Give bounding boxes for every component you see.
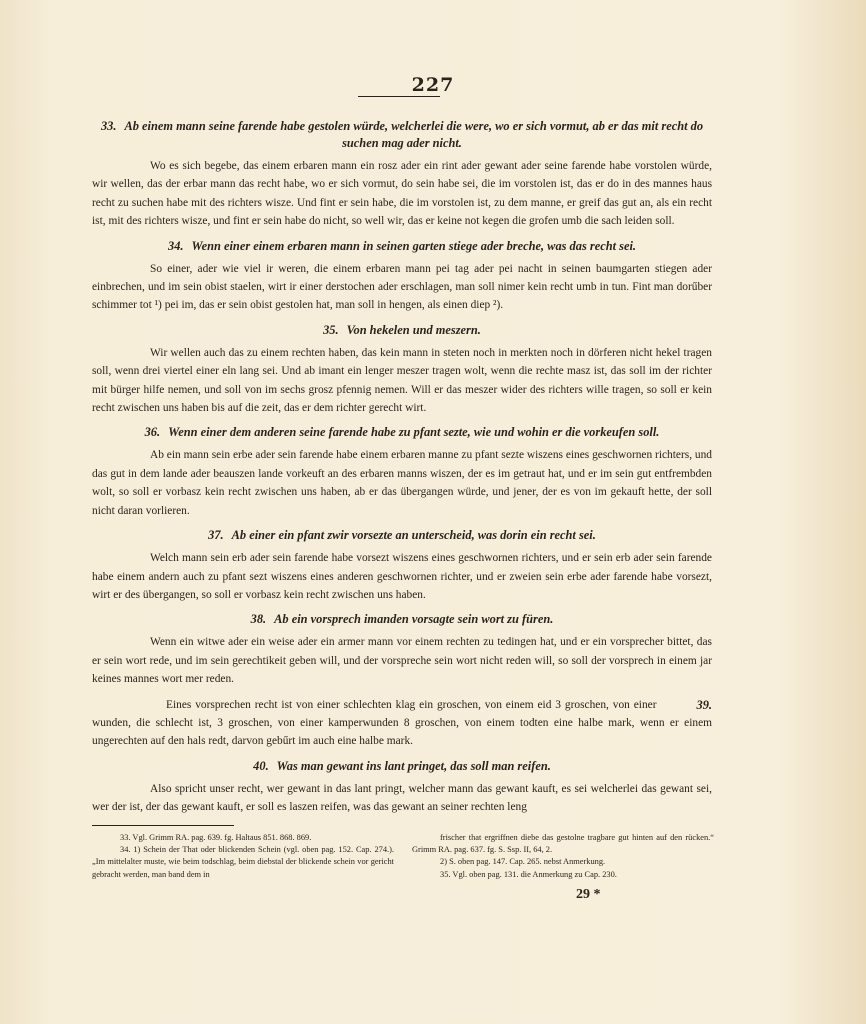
section-heading xyxy=(92,238,712,255)
footnote: 35. Vgl. oben pag. 131. die Anmerkung zu Cap. 230. xyxy=(440,869,617,879)
footnote: 34. 1) Schein der That oder blickenden Schein (vgl. oben pag. 152. Cap. 274.). „Im mittelalter muste, wie beim todschlag, beim diebstal der blickende schein vor gericht gebracht werden, man band dem in xyxy=(92,845,394,879)
section-title: Ab ein vorsprech imanden vorsagte sein wort zu füren. xyxy=(274,612,554,627)
section-title: Wenn einer einem erbaren mann in seinen garten stiege ader breche, was das recht sei. xyxy=(191,238,636,253)
section-number: 33. xyxy=(100,119,117,133)
printer-signature: 29 * xyxy=(576,887,601,902)
section-body: Ab ein mann sein erbe ader sein farende habe einem erbaren manne zu pfant sezte wiszens eines geschwornen richters, und das gut in dem lande ader beauszen lande vorkeuft an des erbaren manns wiszen, der es im getraut hat, und er im sein gut entfrembden wolt, so soll er vorbasz kein recht zwischen uns haben, ab er das übergangen würde, und jener, der es von im gekauft hette, der soll nicht daran vorlieren. xyxy=(92,449,712,517)
section-36 xyxy=(92,424,712,520)
section-title: Ab einem mann seine farende habe gestolen würde, welcherlei die were, wo er sich vormut, ab er das mit recht do suchen mag ader nicht. xyxy=(124,119,704,150)
section-body: Eines vorsprechen recht ist von einer schlechten klag ein groschen, von einem eid 3 groschen, von einer wunden, die schlecht ist, 3 groschen, von einer kamperwunden 8 groschen, von einem todten eine halbe mark, wenn er einem ungerechten auf den hals redt, darvon gebűrt im auch eine halbe mark. xyxy=(92,698,712,748)
section-number: 35. xyxy=(323,322,339,337)
section-title: Ab einer ein pfant zwir vorsezte an unterscheid, was dorin ein recht sei. xyxy=(231,528,596,543)
section-title: Wenn einer dem anderen seine farende habe zu pfant sezte, wie und wohin er die vorkeufen soll. xyxy=(168,425,660,440)
section-38 xyxy=(92,611,712,688)
section-heading xyxy=(92,758,712,775)
section-40 xyxy=(92,758,712,817)
footnote: 33. Vgl. Grimm RA. pag. 639. fg. Haltaus 851. 868. 869. xyxy=(120,833,312,842)
section-39 xyxy=(92,696,712,751)
section-number: 34. xyxy=(168,238,184,253)
section-body: Wo es sich begebe, das einem erbaren mann ein rosz ader ein rint ader gewant ader seine farende habe vorstolen würde, wir wellen, das der erbar mann das recht habe, wo er sich vormut, do sein habe sei, die im vorstolen ist, das er do in des mannes haus recht zu suchen habe mit des richters wisze. Und fint er sein habe, die im vorstolen ist, zu dem manne, er greif das gut an, als ein recht ist, mit des richters wisze, und fint er sein habe do nicht, so well wir, das er keine not kegen die grofen umb die sach leiden soll. xyxy=(92,160,712,228)
section-body: Wenn ein witwe ader ein weise ader ein armer mann vor einem rechten zu tedingen hat, und er ein vorsprecher bittet, das er sein wort rede, und im sein gerechtikeit geben will, und der vorspreche sein wort nicht reden will, so soll der vorsprech in einem jar keines mannes wort mer reden. xyxy=(92,636,712,686)
section-heading xyxy=(92,611,712,628)
section-body: So einer, ader wie viel ir weren, die einem erbaren mann pei tag ader pei nacht in seinen baumgarten stiegen ader einbrechen, und im sein obist staelen, wirt ir einer derstochen ader erschlagen, man soll nimer kein recht umb in tun. Fint man dorűber schimmer tot ¹) pei im, das er sein obist gestolen hat, man soll in hengen, als einen diep ²). xyxy=(92,262,712,312)
section-title: Was man gewant ins lant pringet, das soll man reifen. xyxy=(276,758,551,773)
section-heading xyxy=(92,424,712,441)
section-title: Von hekelen und meszern. xyxy=(346,322,481,337)
footnote: 2) S. oben pag. 147. Cap. 265. nebst Anmerkung. xyxy=(440,857,606,867)
section-number: 40. xyxy=(253,758,269,773)
section-number: 36. xyxy=(144,425,161,440)
page-number-rule xyxy=(358,96,440,97)
footnotes xyxy=(92,832,714,881)
section-heading xyxy=(92,118,712,152)
section-34 xyxy=(92,238,712,315)
section-35 xyxy=(92,322,712,418)
section-number: 39. xyxy=(696,697,712,712)
section-body: Wir wellen auch das zu einem rechten haben, das kein mann in steten noch in merkten noch in dörferen nicht hekel tragen soll, wenn drei viertel einer eln lang sei. Und ab imant ein lenger meszer tragen wolt, wenn die rechte masz ist, das soll im der richter mit bürger hilfe nemen, und soll von im sechs grosz pfennig nemen. Will er das meszer wider des richters wille tragen, so soll er kein recht zwischen uns haben bis auf die zeit, das er dem richter gerecht wirt. xyxy=(92,346,712,415)
section-heading xyxy=(92,527,712,544)
page-number: 227 xyxy=(411,74,455,96)
section-37 xyxy=(92,527,712,604)
footnote: frischer that ergriffnen diebe das gestolne tragbare gut hinten auf den rücken.“ Grimm RA. pag. 637. fg. S. Ssp. II, 64, 2. xyxy=(412,833,714,855)
section-number: 38. xyxy=(250,612,267,627)
section-body: Also spricht unser recht, wer gewant in das lant pringt, welcher mann das gewant kauft, es sei welcherlei das gewant sei, wer der ist, der das gewant kauft, er soll es laszen reifen, was das gewant an seiner rechten leng xyxy=(92,782,712,814)
footnotes-right-column xyxy=(412,832,714,881)
section-33 xyxy=(92,118,712,231)
section-heading xyxy=(92,322,712,339)
footnote-rule xyxy=(92,825,234,826)
section-number: 37. xyxy=(208,528,224,543)
main-text xyxy=(92,118,712,824)
footnotes-left-column xyxy=(92,832,394,881)
section-body: Welch mann sein erb ader sein farende habe vorsezt wiszens eines geschwornen richters, und er sein erb ader sein farende habe einem andern auch zu pfant sezt wiszens eines anderen geschwornen richter, und er zweien sein erbe ader farende habe vorsezt, wirt er des übergangen, so soll er vorbasz kein recht zwischen uns haben. xyxy=(92,552,712,601)
